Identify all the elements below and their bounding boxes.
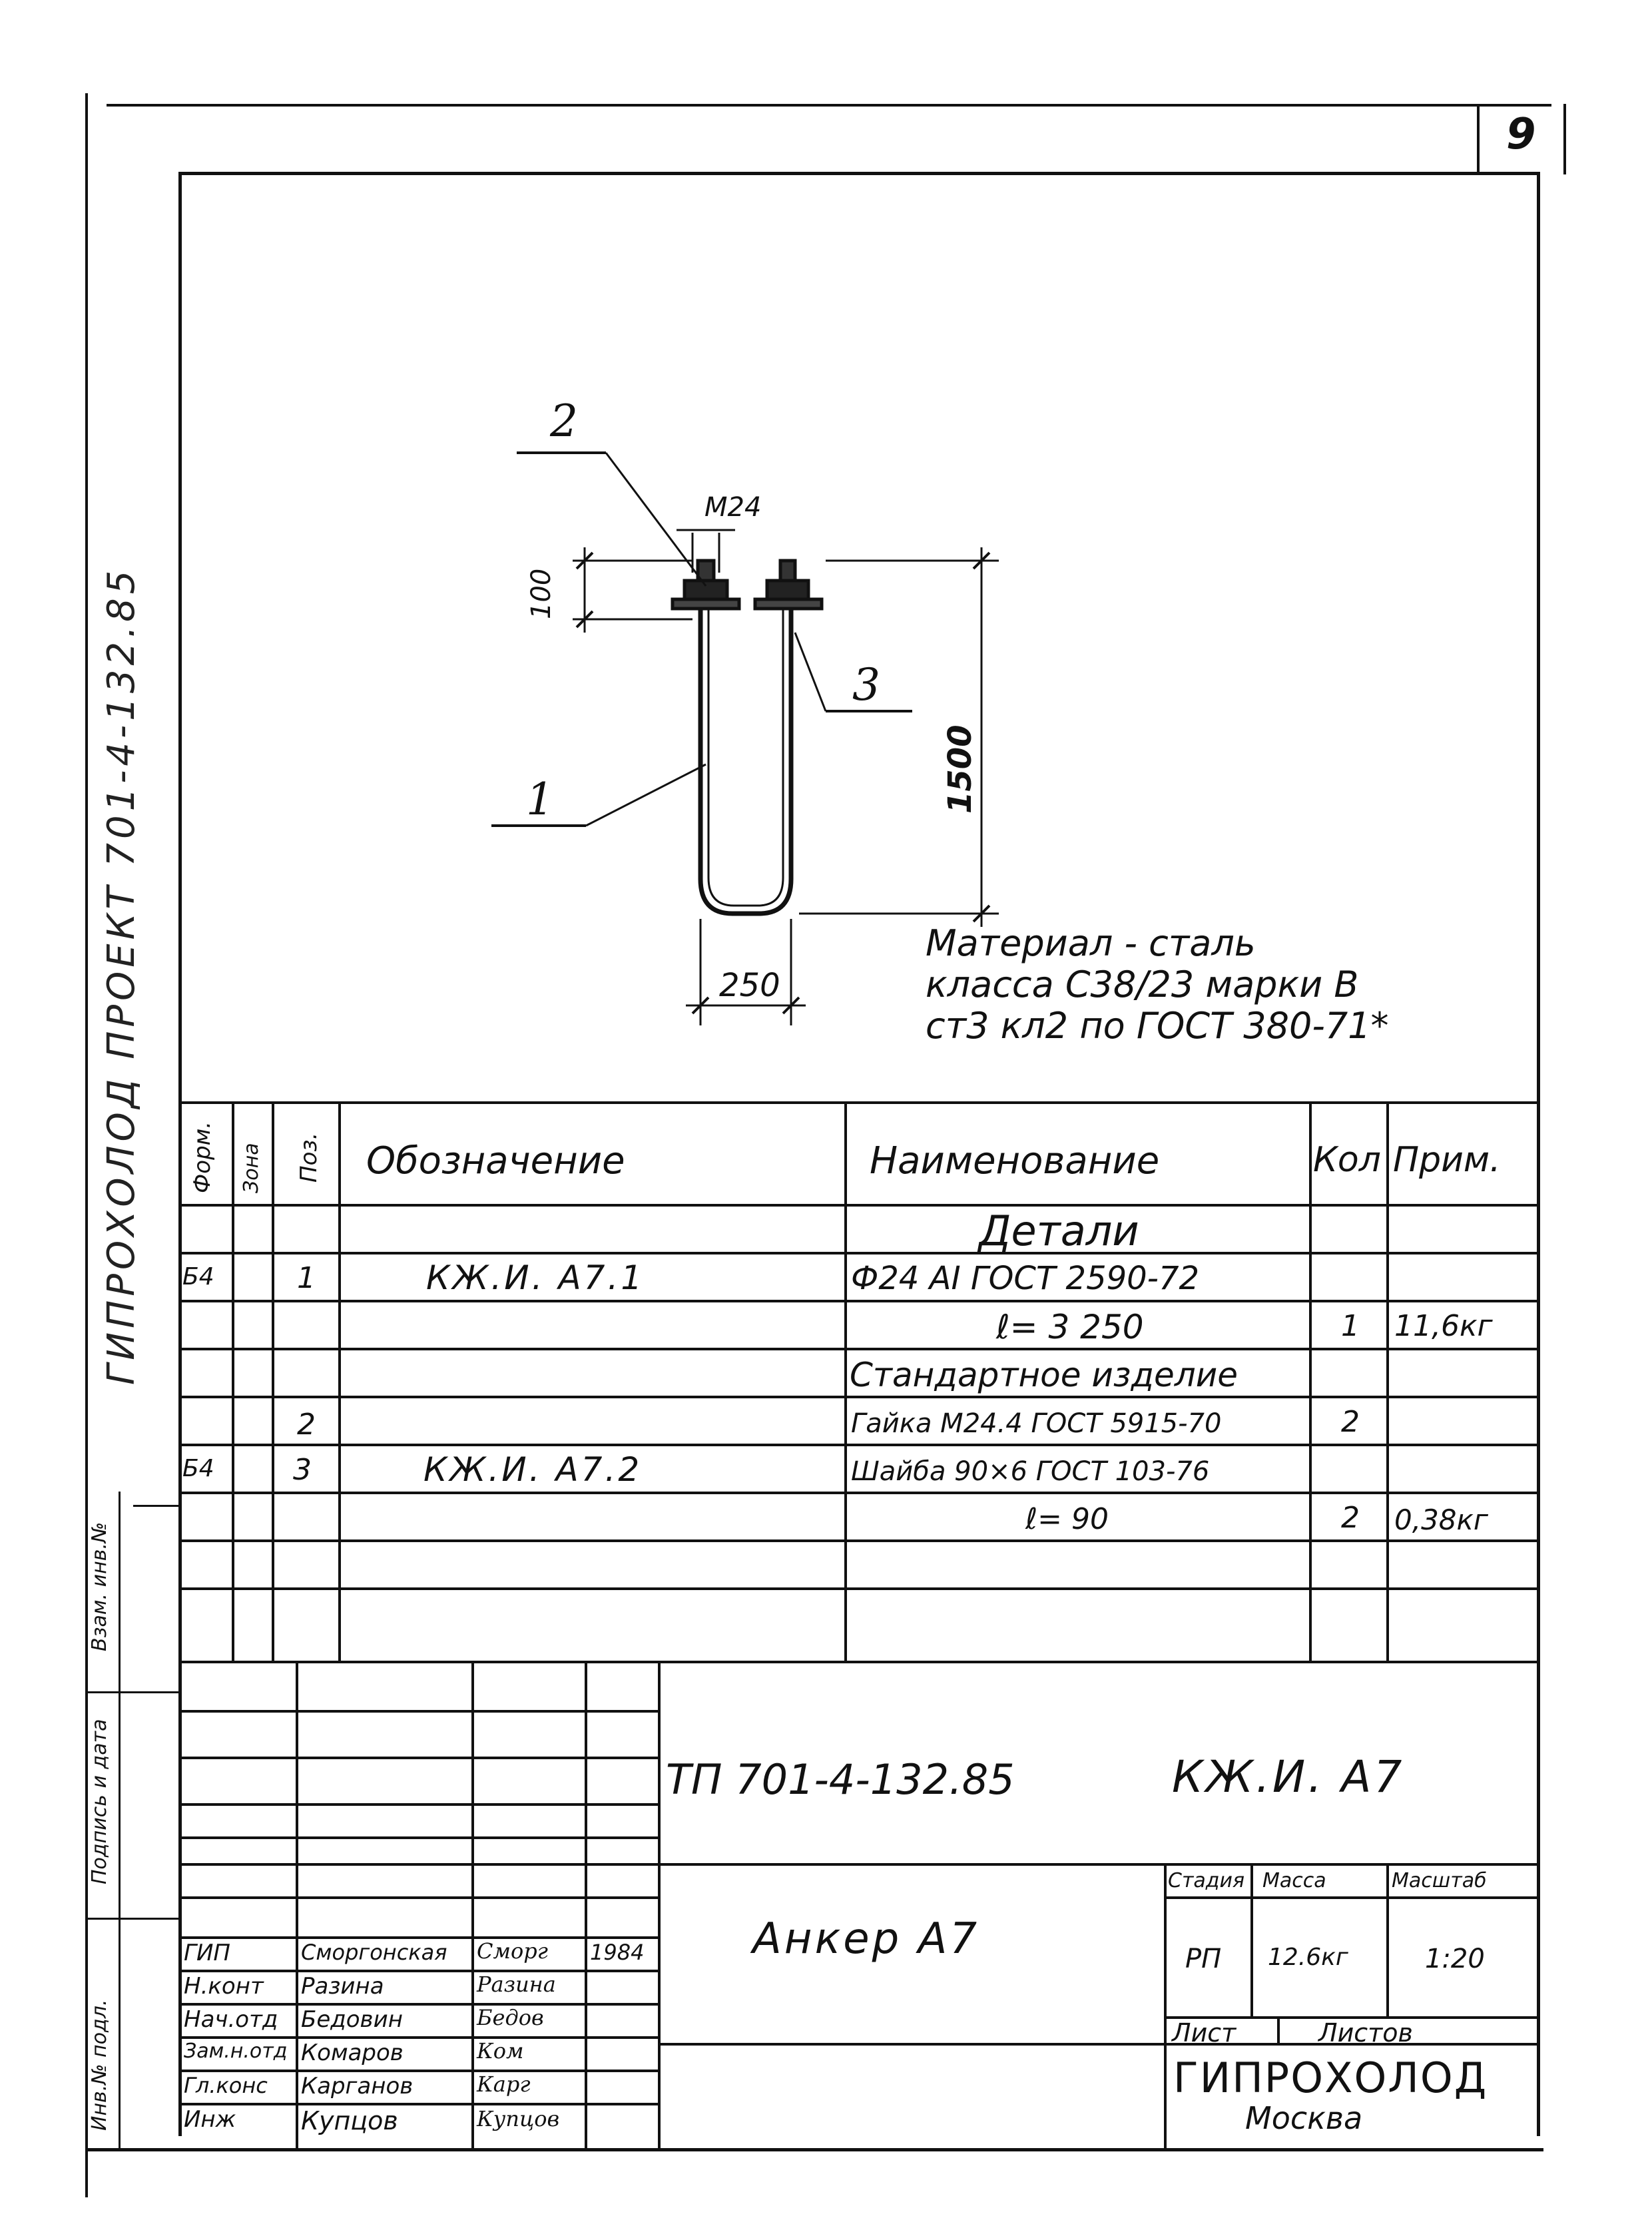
row-6-note: 0,38кг <box>1394 1504 1488 1536</box>
stage-label: Стадия <box>1168 1869 1245 1892</box>
header-qty: Кол <box>1313 1140 1381 1180</box>
row-4-qty: 2 <box>1341 1405 1360 1439</box>
org-city: Москва <box>1245 2100 1363 2136</box>
row-2-name: ℓ= 3 250 <box>996 1308 1144 1346</box>
row-6-qty: 2 <box>1341 1501 1360 1535</box>
sig-sign-4: Карг <box>477 2072 531 2097</box>
material-note <box>926 922 1389 1047</box>
margin-label-sign: Подпись и дата <box>88 1719 111 1884</box>
sheets-label: Листов <box>1318 2018 1413 2048</box>
row-4-name: Гайка М24.4 ГОСТ 5915-70 <box>851 1408 1222 1439</box>
sig-name-0: Сморгонская <box>301 1940 447 1965</box>
margin-sep-2 <box>85 1918 182 1920</box>
margin-project-text: ГИПРОХОЛОД ПРОЕКТ 701-4-132.85 <box>100 566 143 1385</box>
margin-sep-1 <box>85 1691 182 1693</box>
sig-name-2: Бедовин <box>301 2006 403 2033</box>
material-note-line-2: класса С38/23 марки В <box>926 964 1359 1005</box>
material-note-line-3: ст3 кл2 по ГОСТ 380-71* <box>926 1005 1389 1047</box>
sig-role-4: Гл.конс <box>184 2073 268 2098</box>
row-2-qty: 1 <box>1341 1309 1360 1343</box>
position-label-1: 1 <box>526 774 554 825</box>
sig-role-2: Нач.отд <box>184 2006 278 2033</box>
row-5-name: Шайба 90×6 ГОСТ 103-76 <box>851 1456 1210 1487</box>
sig-name-1: Разина <box>301 1973 384 2000</box>
sheet-label: Лист <box>1172 2018 1237 2048</box>
doc-title: Анкер А7 <box>752 1914 980 1964</box>
sig-name-3: Комаров <box>301 2040 404 2066</box>
position-label-2: 2 <box>550 396 578 447</box>
sig-sign-3: Ком <box>477 2038 524 2064</box>
dim-250: 250 <box>719 967 780 1004</box>
sig-role-0: ГИП <box>184 1940 230 1966</box>
row-2-note: 11,6кг <box>1394 1309 1493 1343</box>
row-4-pos: 2 <box>297 1408 316 1442</box>
margin-label-inv: Инв.№ подл. <box>88 1999 111 2131</box>
row-5-format: Б4 <box>182 1455 214 1482</box>
header-name: Наименование <box>870 1139 1160 1183</box>
doc-code: ТП 701-4-132.85 <box>666 1755 1015 1804</box>
stage-value: РП <box>1185 1944 1222 1974</box>
header-note: Прим. <box>1393 1140 1501 1180</box>
mass-value: 12.6кг <box>1268 1944 1348 1971</box>
scale-label: Масштаб <box>1392 1869 1487 1892</box>
row-6-name: ℓ= 90 <box>1025 1502 1109 1536</box>
doc-mark: КЖ.И. А7 <box>1172 1751 1405 1802</box>
row-1-format: Б4 <box>182 1263 214 1290</box>
row-1-pos: 1 <box>297 1261 316 1295</box>
sig-name-4: Карганов <box>301 2073 413 2099</box>
dim-m24: M24 <box>704 492 762 523</box>
margin-label-replace: Взам. инв.№ <box>88 1522 111 1651</box>
sig-sign-1: Разина <box>477 1972 556 1997</box>
header-pos: Поз. <box>296 1132 322 1183</box>
row-5-designation: КЖ.И. А7.2 <box>423 1450 643 1489</box>
sig-sign-5: Купцов <box>477 2106 560 2131</box>
header-format: Форм. <box>189 1121 216 1193</box>
margin-sep-3 <box>133 1505 182 1507</box>
scale-value: 1:20 <box>1425 1944 1485 1974</box>
sig-name-5: Купцов <box>301 2106 398 2135</box>
sig-role-3: Зам.н.отд <box>184 2040 288 2063</box>
org-name: ГИПРОХОЛОД <box>1173 2054 1488 2102</box>
frame-bottom-line <box>85 2148 1543 2151</box>
header-zone: Зона <box>240 1143 263 1193</box>
header-designation: Обозначение <box>366 1139 625 1183</box>
material-note-line-1: Материал - сталь <box>926 922 1256 964</box>
sheet-number: 9 <box>1506 110 1536 159</box>
sig-date-0: 1984 <box>590 1940 645 1965</box>
sig-role-1: Н.конт <box>184 1973 264 2000</box>
sig-sign-0: Сморг <box>477 1938 548 1964</box>
row-0-name: Детали <box>979 1207 1139 1255</box>
dim-1500: 1500 <box>942 724 979 814</box>
dim-100: 100 <box>526 568 557 619</box>
row-5-pos: 3 <box>293 1453 312 1487</box>
sig-sign-2: Бедов <box>477 2005 544 2030</box>
sig-role-5: Инж <box>184 2106 236 2133</box>
row-1-designation: КЖ.И. А7.1 <box>426 1258 645 1297</box>
row-1-name: Ф24 АI ГОСТ 2590-72 <box>851 1260 1200 1297</box>
position-label-3: 3 <box>852 659 880 710</box>
mass-label: Масса <box>1262 1869 1326 1892</box>
margin-column-line <box>119 1492 121 2151</box>
row-3-name: Стандартное изделие <box>850 1356 1239 1394</box>
